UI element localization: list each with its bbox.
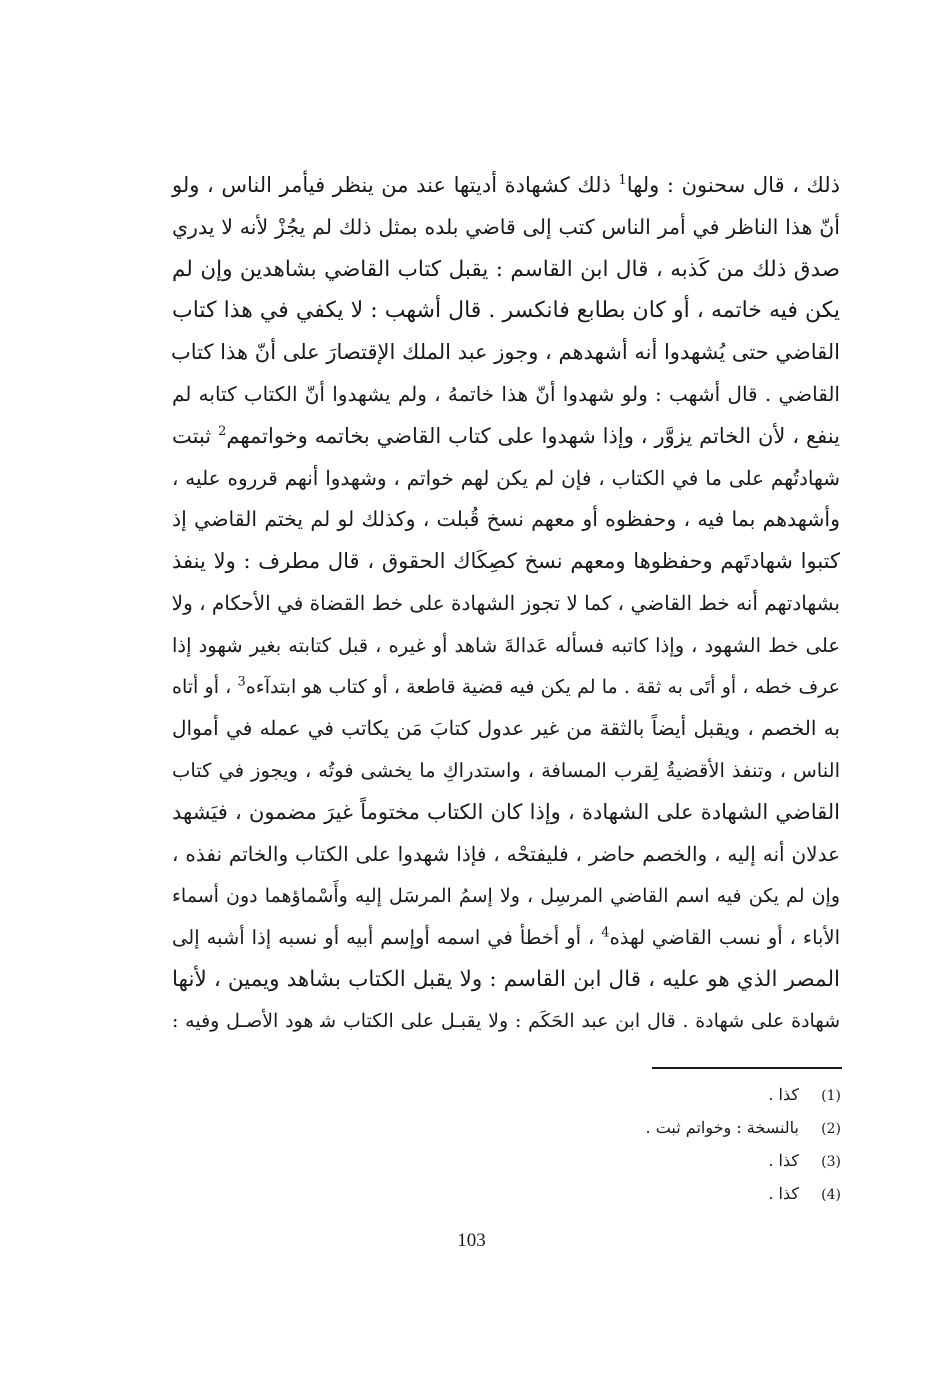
text-line xyxy=(172,583,840,625)
text-segment: يكن فيه خاتمه ، أو كان بطابع فانكسر . قال أشهب : لا يكفي في هذا كتاب xyxy=(172,298,840,324)
text-line xyxy=(172,708,840,750)
text-segment: كتبوا شهادتَهم وحفظوها ومعهم نسخ كصِكَاك الحقوق ، قال مطرف : ولا ينفذ xyxy=(172,549,840,574)
footnote-separator xyxy=(652,1067,842,1069)
footnote-text: كذا . xyxy=(768,1151,799,1170)
text-segment: شهادتُهم على ما في الكتاب ، فإن لم يكن لهم خواتم ، وشهدوا أنهم قرروه عليه ، xyxy=(172,465,840,490)
text-line xyxy=(172,458,840,500)
text-line xyxy=(172,416,840,458)
text-segment: به الخصم ، ويقبل أيضاً بالثقة من غير عدول كتابَ مَن يكاتب في عمله في أموال xyxy=(172,716,840,741)
text-segment: ينفع ، لأن الخاتم يزوَّر ، وإذا شهدوا على كتاب القاضي بخاتمه وخواتمهم xyxy=(226,423,840,448)
text-segment: الأباء ، أو نسب القاضي لهذه xyxy=(609,926,840,950)
text-segment: صدق ذلك من كَذبه ، قال ابن القاسم : يقبل كتاب القاضي بشاهدين وإن لم xyxy=(172,256,840,282)
footnote-text: بالنسخة : وخواتم ثبت . xyxy=(645,1118,799,1137)
text-segment: ، أو أتاه xyxy=(172,675,238,698)
footnote-number: (3) xyxy=(821,1154,841,1170)
text-line xyxy=(172,290,840,332)
footnote-item xyxy=(441,1177,841,1210)
text-segment: على خط الشهود ، وإذا كاتبه فسأله عَدالةَ شاهد أو غيره ، قبل كتابته بغير شهود إذا xyxy=(172,633,840,657)
text-line xyxy=(172,374,840,416)
text-segment: ، أو أخطأ في اسمه أوإسم أبيه أو نسبه إذا أشبه إلى xyxy=(172,926,602,950)
text-line xyxy=(172,249,840,291)
text-segment: ذلك كشهادة أديتها عند من ينظر فيأمر الناس ، ولو xyxy=(172,173,619,197)
footnote-ref: 2 xyxy=(218,423,227,439)
text-line xyxy=(172,165,840,207)
footnote-text: كذا . xyxy=(768,1085,799,1104)
text-segment: ثبتت xyxy=(172,423,219,448)
text-segment: الناس ، وتنفذ الأقضيةُ لِقرب المسافة ، واستدراكِ ما يخشى فوتُه ، ويجوز في كتاب xyxy=(172,759,840,783)
page-number: 103 xyxy=(457,1230,486,1251)
footnote-item xyxy=(441,1078,841,1111)
text-segment: عدلان أنه إليه ، والخصم حاضر ، فليفتحْه ، فإذا شهدوا على الكتاب والخاتم نفذه ، xyxy=(172,841,841,866)
footnotes-block xyxy=(441,1078,841,1210)
text-segment: المصر الذي هو عليه ، قال ابن القاسم : ولا يقبل الكتاب بشاهد ويمين ، لأنها xyxy=(172,967,840,993)
footnote-number: (1) xyxy=(821,1088,841,1104)
text-line xyxy=(172,499,840,541)
text-line xyxy=(172,541,840,583)
text-line xyxy=(172,750,840,792)
footnote-ref: 1 xyxy=(618,173,627,188)
footnote-ref: 3 xyxy=(237,674,246,690)
text-line xyxy=(172,1001,840,1043)
main-text-block xyxy=(172,165,840,1043)
footnote-number: (4) xyxy=(821,1187,841,1203)
text-segment: شهادة على شهادة . قال ابن عبد الحَكَم : ولا يقبـل على الكتاب ﺷ هود الأصـل وفيه : xyxy=(172,1009,840,1032)
text-line xyxy=(172,207,840,249)
text-segment: أنّ هذا الناظر في أمر الناس كتب إلى قاضي بلده بمثل ذلك لم يجُزْ لأنه لا يدري xyxy=(172,214,840,239)
text-segment: ذلك ، قال سحنون : ولها xyxy=(626,173,841,197)
text-line xyxy=(172,792,840,834)
text-segment: القاضي . قال أشهب : ولو شهدوا أنّ هذا خاتمهُ ، ولم يشهدوا أنّ الكتاب كتابه لم xyxy=(172,381,840,406)
footnote-item xyxy=(441,1144,841,1177)
footnote-item xyxy=(441,1111,841,1144)
text-line xyxy=(172,667,840,709)
text-line xyxy=(172,917,840,959)
footnote-ref: 4 xyxy=(601,925,610,941)
text-segment: القاضي حتى يُشهدوا أنه أشهدهم ، وجوز عبد الملك الإقتصارَ على أنّ هذا كتاب xyxy=(171,340,840,365)
text-segment: وإن لم يكن فيه اسم القاضي المرسِل ، ولا إسمُ المرسَل إليه وأَسْماؤهما دون أسماء xyxy=(172,884,840,907)
text-segment: عرف خطه ، أو أتَى به ثقة . ما لم يكن فيه قضية قاطعة ، أو كتاب هو ابتدآءه xyxy=(245,675,841,698)
text-segment: القاضي الشهادة على الشهادة ، وإذا كان الكتاب مختوماً غيرَ مضمون ، فيَشهد xyxy=(172,799,840,824)
text-segment: وأشهدهم بما فيه ، وحفظوه أو معهم نسخ قُبلت ، وكذلك لو لم يختم القاضي إذ xyxy=(172,507,841,532)
text-line xyxy=(172,959,840,1001)
text-segment: بشهادتهم أنه خط القاضي ، كما لا تجوز الشهادة على خط القضاة في الأحكام ، ولا xyxy=(171,590,840,615)
text-line xyxy=(172,876,840,918)
footnote-text: كذا . xyxy=(768,1184,799,1203)
text-line xyxy=(172,332,840,374)
text-line xyxy=(172,625,840,667)
text-line xyxy=(172,834,840,876)
footnote-number: (2) xyxy=(821,1121,841,1137)
